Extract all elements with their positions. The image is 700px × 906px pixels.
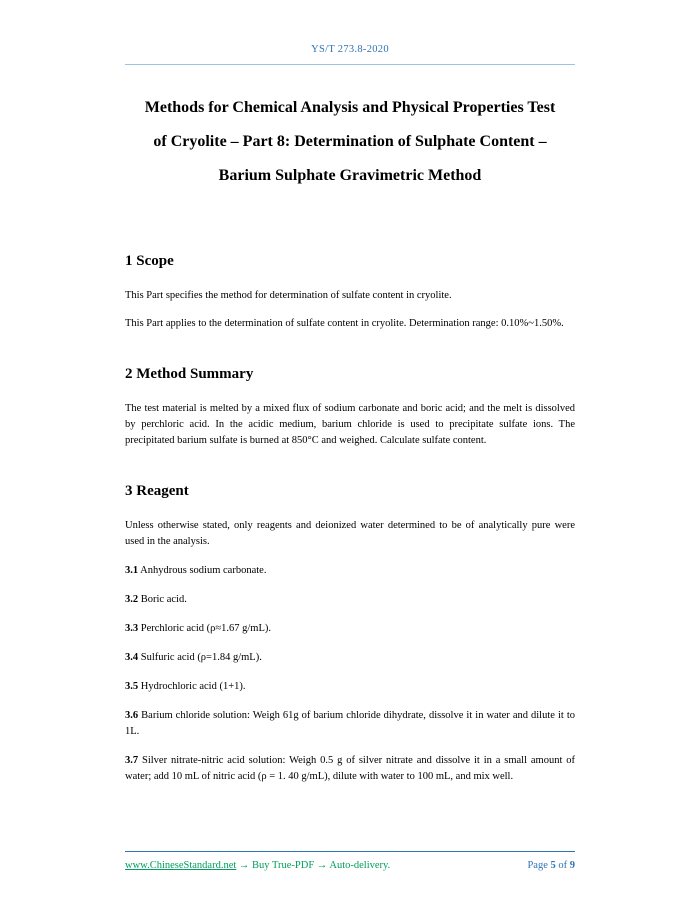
page-current: 5	[550, 860, 556, 871]
title-line-2: of Cryolite – Part 8: Determination of Sulphate Content –	[153, 133, 547, 150]
reagent-item-3-1	[125, 563, 575, 579]
section-method-summary	[125, 364, 575, 449]
standard-number: YS/T 273.8-2020	[311, 44, 389, 55]
document-title	[125, 91, 575, 193]
reagent-number: 3.3	[125, 623, 139, 634]
document-header	[125, 44, 575, 65]
page-total: 9	[569, 860, 575, 871]
title-line-3: Barium Sulphate Gravimetric Method	[218, 167, 482, 184]
reagent-number: 3.5	[125, 681, 139, 692]
section-reagent	[125, 481, 575, 785]
website-link[interactable]: www.ChineseStandard.net	[125, 860, 237, 871]
reagent-text: Boric acid.	[140, 594, 187, 605]
reagent-item-3-3	[125, 621, 575, 637]
reagent-item-3-5	[125, 679, 575, 695]
section-scope	[125, 251, 575, 332]
reagent-number: 3.6	[125, 710, 139, 721]
reagent-number: 3.2	[125, 594, 139, 605]
reagent-item-3-7	[125, 753, 575, 785]
reagent-text: Anhydrous sodium carbonate.	[140, 565, 267, 576]
scope-paragraph-2: This Part applies to the determination of sulfate content in cryolite. Determination range: 0.10%~1.50%.	[125, 318, 564, 329]
reagent-text: Perchloric acid (ρ≈1.67 g/mL).	[140, 623, 272, 634]
reagent-item-3-2	[125, 592, 575, 608]
footer-tagline	[125, 859, 390, 873]
title-line-1: Methods for Chemical Analysis and Physical Properties Test	[144, 99, 556, 116]
reagent-item-3-4	[125, 650, 575, 666]
scope-paragraph-1: This Part specifies the method for determination of sulfate content in cryolite.	[125, 290, 452, 301]
reagent-number: 3.1	[125, 565, 139, 576]
page-label: Page	[527, 860, 548, 871]
method-summary-paragraph: The test material is melted by a mixed flux of sodium carbonate and boric acid; and the melt is dissolved by perchloric acid. In the acidic medium, barium chloride is used to precipitate sulfate ions. The precipitated barium sulfate is burned at 850°C and weighed. Calculate sulfate content.	[125, 403, 575, 446]
of-label: of	[558, 860, 568, 871]
reagent-text: Barium chloride solution: Weigh 61g of barium chloride dihydrate, dissolve it in water and dilute it to 1L.	[125, 710, 575, 737]
reagent-item-3-6	[125, 708, 575, 740]
reagent-text: Silver nitrate-nitric acid solution: Weigh 0.5 g of silver nitrate and dissolve it in a small amount of water; add 10 mL of nitric acid (ρ = 1. 40 g/mL), dilute with water to 100 mL, and mix well.	[125, 755, 575, 782]
reagent-number: 3.4	[125, 652, 139, 663]
document-footer	[125, 851, 575, 873]
section-heading-reagent: 3 Reagent	[125, 483, 189, 499]
footer-tagline-tail: → Buy True-PDF → Auto-delivery.	[236, 860, 391, 871]
page-indicator	[527, 859, 575, 873]
reagent-number: 3.7	[125, 755, 139, 766]
reagent-text: Hydrochloric acid (1+1).	[140, 681, 246, 692]
reagent-text: Sulfuric acid (ρ=1.84 g/mL).	[140, 652, 262, 663]
section-heading-scope: 1 Scope	[125, 253, 174, 269]
section-heading-method-summary: 2 Method Summary	[125, 366, 254, 382]
reagent-intro-paragraph: Unless otherwise stated, only reagents and deionized water determined to be of analytically pure were used in the analysis.	[125, 520, 575, 547]
